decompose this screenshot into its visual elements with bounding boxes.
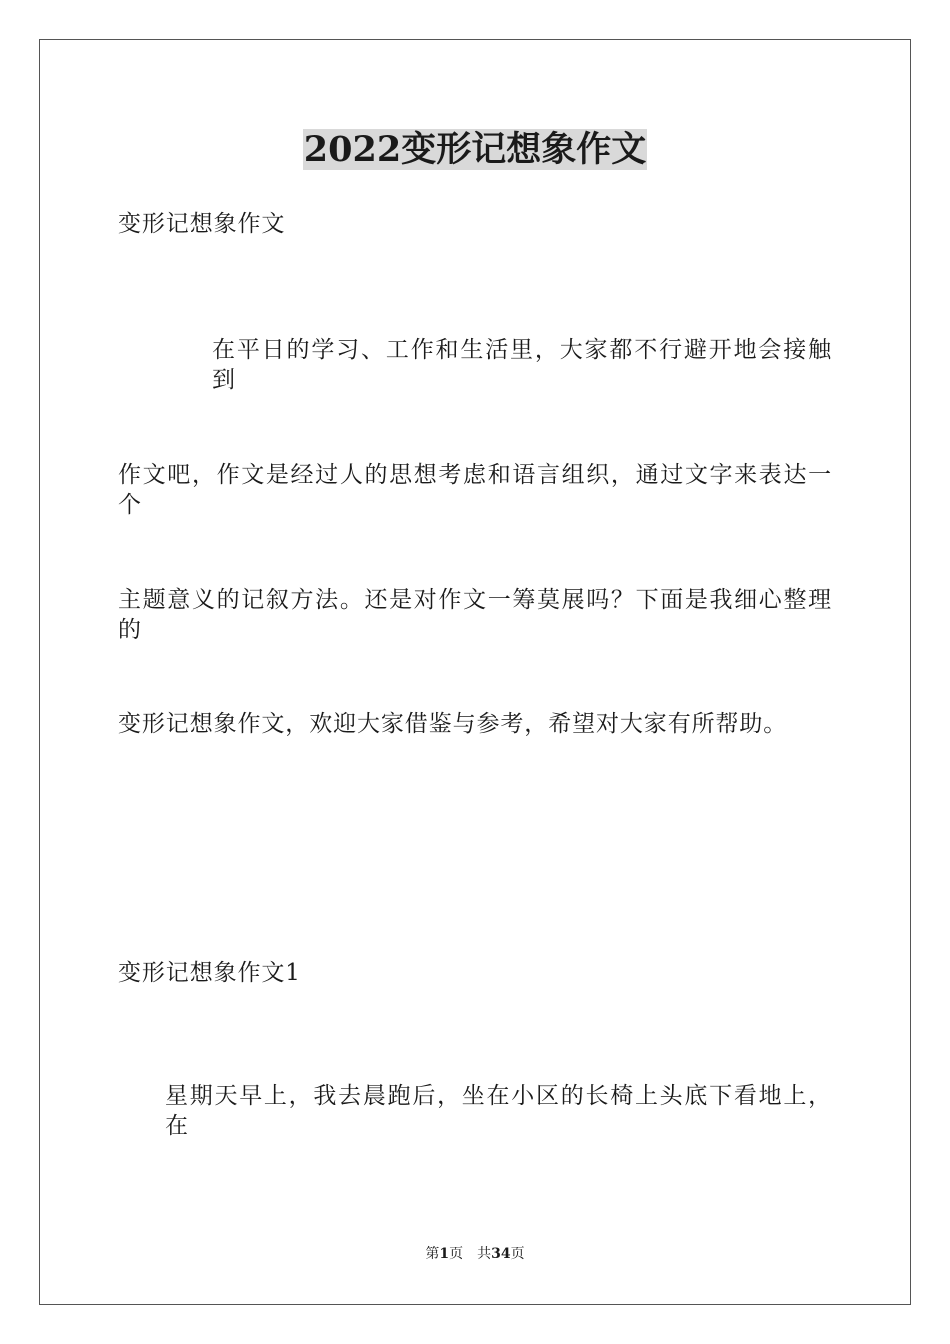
total-prefix: 共: [477, 1246, 492, 1262]
paragraph-line: 作文吧，作文是经过人的思想考虑和语言组织，通过文字来表达一个: [118, 462, 832, 518]
paragraph-line: 在平日的学习、工作和生活里，大家都不行避开地会接触到: [212, 337, 832, 393]
page-prefix: 第: [425, 1246, 440, 1262]
total-pages: 34: [491, 1246, 511, 1262]
section-heading: 变形记想象作文1: [118, 960, 301, 986]
page-suffix: 页: [449, 1246, 464, 1262]
paragraph-line: 变形记想象作文，欢迎大家借鉴与参考，希望对大家有所帮助。: [118, 711, 788, 737]
subtitle-line: 变形记想象作文: [118, 211, 286, 237]
paragraph-line: 星期天早上，我去晨跑后，坐在小区的长椅上头底下看地上，在: [165, 1083, 832, 1139]
total-suffix: 页: [510, 1246, 525, 1262]
page-number: 1: [439, 1246, 450, 1262]
page-footer: [0, 1245, 950, 1263]
paragraph-line: 主题意义的记叙方法。还是对作文一筹莫展吗？下面是我细心整理的: [118, 587, 832, 643]
document-title: 2022变形记想象作文: [303, 129, 647, 170]
